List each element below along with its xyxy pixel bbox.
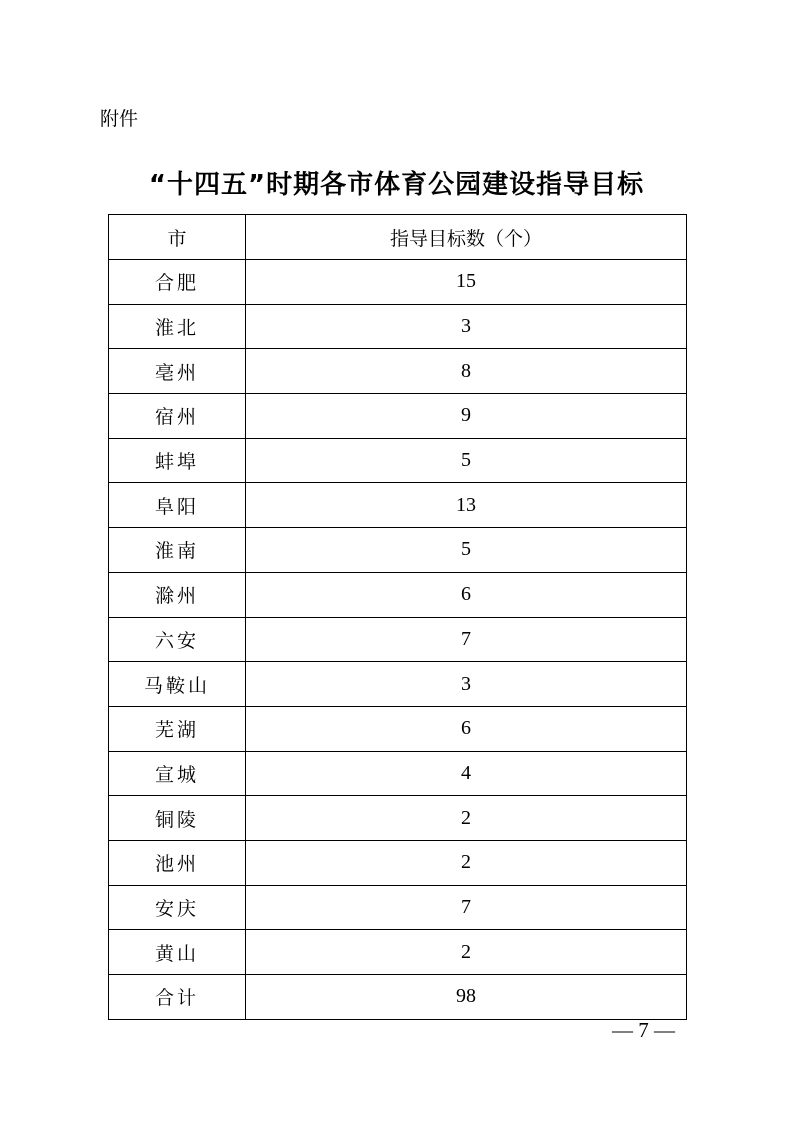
target-cell: 2 bbox=[246, 796, 687, 841]
table-row bbox=[109, 617, 687, 662]
target-cell: 5 bbox=[246, 438, 687, 483]
city-cell: 芜湖 bbox=[109, 706, 246, 751]
table-row bbox=[109, 751, 687, 796]
total-value-cell: 98 bbox=[246, 975, 687, 1020]
table-row bbox=[109, 572, 687, 617]
city-cell: 滁州 bbox=[109, 572, 246, 617]
target-cell: 13 bbox=[246, 483, 687, 528]
target-cell: 7 bbox=[246, 885, 687, 930]
table-row bbox=[109, 394, 687, 439]
target-cell: 9 bbox=[246, 394, 687, 439]
page-number: — 7 — bbox=[612, 1018, 675, 1042]
target-cell: 2 bbox=[246, 840, 687, 885]
target-cell: 6 bbox=[246, 706, 687, 751]
city-cell: 池州 bbox=[109, 840, 246, 885]
city-cell: 合肥 bbox=[109, 260, 246, 305]
column-header-city: 市 bbox=[109, 215, 246, 260]
city-cell: 宣城 bbox=[109, 751, 246, 796]
target-cell: 3 bbox=[246, 304, 687, 349]
city-cell: 六安 bbox=[109, 617, 246, 662]
table-total-row bbox=[109, 975, 687, 1020]
table-row bbox=[109, 885, 687, 930]
target-cell: 2 bbox=[246, 930, 687, 975]
city-cell: 阜阳 bbox=[109, 483, 246, 528]
table-row bbox=[109, 930, 687, 975]
document-title: “十四五”时期各市体育公园建设指导目标 bbox=[148, 170, 645, 200]
target-cell: 3 bbox=[246, 662, 687, 707]
city-cell: 淮北 bbox=[109, 304, 246, 349]
target-cell: 15 bbox=[246, 260, 687, 305]
table-row bbox=[109, 260, 687, 305]
city-cell: 铜陵 bbox=[109, 796, 246, 841]
table-row bbox=[109, 662, 687, 707]
city-cell: 蚌埠 bbox=[109, 438, 246, 483]
city-cell: 马鞍山 bbox=[109, 662, 246, 707]
city-cell: 淮南 bbox=[109, 528, 246, 573]
city-cell: 亳州 bbox=[109, 349, 246, 394]
table-row bbox=[109, 438, 687, 483]
target-cell: 7 bbox=[246, 617, 687, 662]
target-cell: 5 bbox=[246, 528, 687, 573]
column-header-target: 指导目标数（个） bbox=[246, 215, 687, 260]
table-row bbox=[109, 528, 687, 573]
targets-table bbox=[108, 214, 687, 1020]
attachment-label: 附件 bbox=[100, 108, 139, 130]
table-row bbox=[109, 304, 687, 349]
table-row bbox=[109, 483, 687, 528]
table-row bbox=[109, 840, 687, 885]
city-cell: 宿州 bbox=[109, 394, 246, 439]
city-cell: 安庆 bbox=[109, 885, 246, 930]
table-row bbox=[109, 706, 687, 751]
table-header-row bbox=[109, 215, 687, 260]
city-cell: 黄山 bbox=[109, 930, 246, 975]
table-row bbox=[109, 796, 687, 841]
total-label-cell: 合计 bbox=[109, 975, 246, 1020]
target-cell: 8 bbox=[246, 349, 687, 394]
table-row bbox=[109, 349, 687, 394]
target-cell: 4 bbox=[246, 751, 687, 796]
target-cell: 6 bbox=[246, 572, 687, 617]
